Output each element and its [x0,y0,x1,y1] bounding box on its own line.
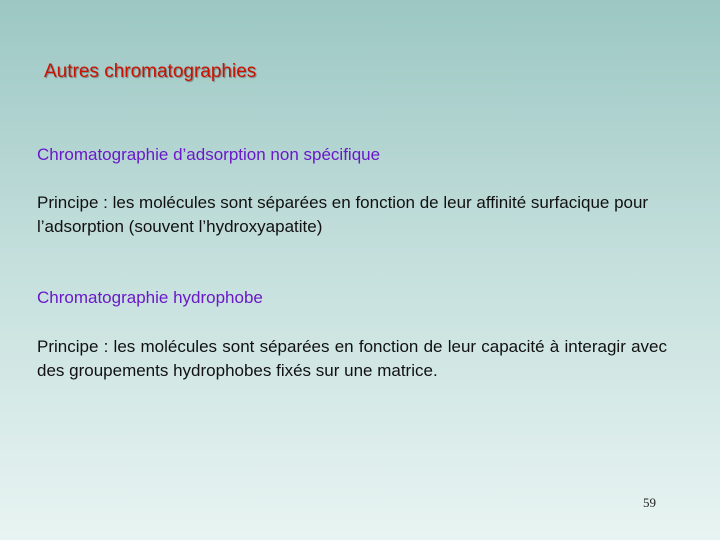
section-text-adsorption: Principe : les molécules sont séparées en fonction de leur affinité surfacique pour l’adsorption (souvent l’hydroxyapatite) [37,193,649,236]
section-heading-adsorption: Chromatographie d’adsorption non spécifique [37,145,381,164]
section-text-hydrophobe: Principe : les molécules sont séparées en fonction de leur capacité à interagir avec des groupements hydrophobes fixés sur une matrice. [37,337,667,380]
section-heading-hydrophobe: Chromatographie hydrophobe [37,288,263,307]
slide-title: Autres chromatographies [44,61,257,82]
page-number: 59 [643,495,656,510]
